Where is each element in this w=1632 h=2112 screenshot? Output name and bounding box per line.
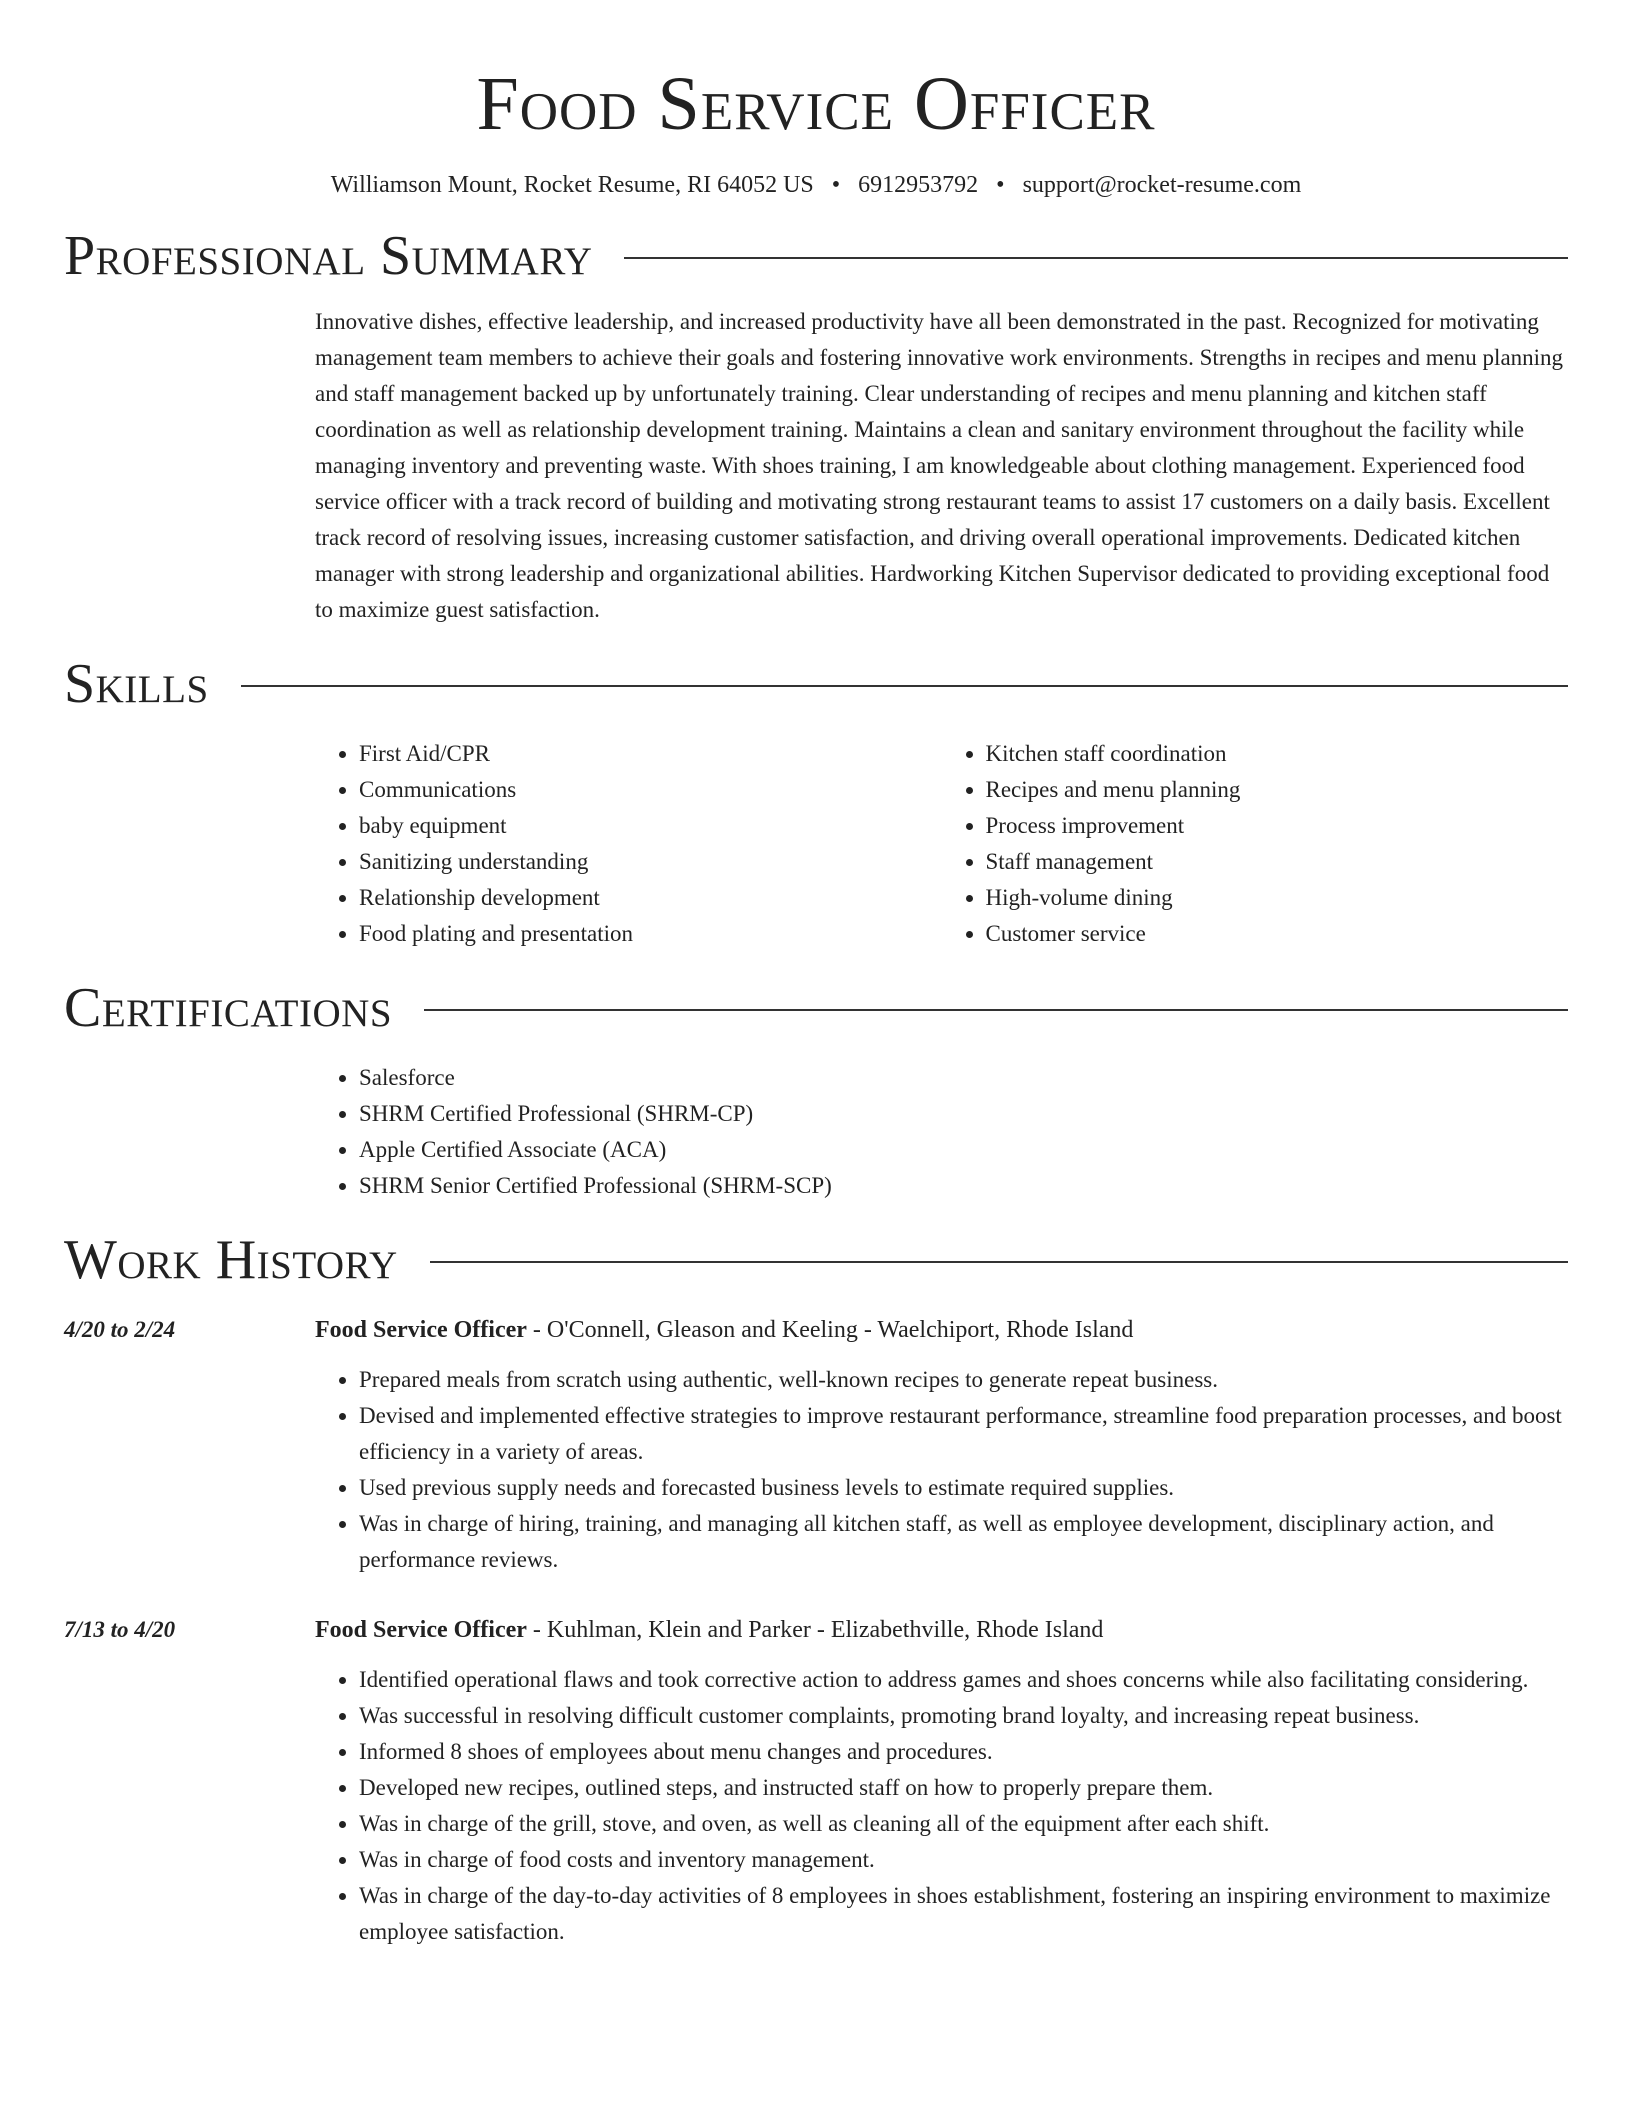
contact-address: Williamson Mount, Rocket Resume, RI 64052 US bbox=[330, 172, 814, 198]
section-divider bbox=[624, 257, 1568, 259]
job-bullet: • Was in charge of the grill, stove, and oven, as well as cleaning all of the equipment after each shift. bbox=[359, 1806, 1568, 1842]
job-bullet: • Informed 8 shoes of employees about menu changes and procedures. bbox=[359, 1734, 1568, 1770]
skills-section bbox=[64, 653, 1568, 952]
work-history-section bbox=[64, 1229, 1568, 1950]
resume-page bbox=[64, 0, 1568, 1950]
job-bullet: • Was in charge of hiring, training, and managing all kitchen staff, as well as employee development, disciplinary action, and performance reviews. bbox=[359, 1506, 1568, 1578]
skill-item: • Relationship development bbox=[359, 880, 942, 916]
job-bullets bbox=[315, 1662, 1568, 1950]
job-entry bbox=[64, 1312, 1568, 1578]
certification-item: • Salesforce bbox=[359, 1060, 1568, 1096]
certification-item: • SHRM Certified Professional (SHRM-CP) bbox=[359, 1096, 1568, 1132]
certification-item: • Apple Certified Associate (ACA) bbox=[359, 1132, 1568, 1168]
skills-list-right bbox=[942, 736, 1569, 952]
section-divider bbox=[424, 1009, 1568, 1011]
certifications-body bbox=[315, 1060, 1568, 1204]
job-heading bbox=[315, 1312, 1568, 1348]
section-title-skills: Skills bbox=[64, 653, 209, 715]
job-title: Food Service Officer bbox=[315, 1317, 527, 1343]
section-divider bbox=[241, 685, 1568, 687]
skill-item: • Staff management bbox=[986, 844, 1569, 880]
skill-item: • Food plating and presentation bbox=[359, 916, 942, 952]
job-bullets bbox=[315, 1362, 1568, 1578]
job-bullet: • Prepared meals from scratch using authentic, well-known recipes to generate repeat business. bbox=[359, 1362, 1568, 1398]
skill-item: • Sanitizing understanding bbox=[359, 844, 942, 880]
section-title-work-history: Work History bbox=[64, 1229, 398, 1291]
contact-phone: 6912953792 bbox=[858, 172, 979, 198]
job-bullet: • Developed new recipes, outlined steps, and instructed staff on how to properly prepare them. bbox=[359, 1770, 1568, 1806]
certifications-section bbox=[64, 977, 1568, 1204]
certification-item: • SHRM Senior Certified Professional (SHRM-SCP) bbox=[359, 1168, 1568, 1204]
job-bullet: • Was in charge of food costs and inventory management. bbox=[359, 1842, 1568, 1878]
contact-line bbox=[64, 170, 1568, 200]
job-bullet: • Was in charge of the day-to-day activities of 8 employees in shoes establishment, fostering an inspiring environment to maximize employee satisfaction. bbox=[359, 1878, 1568, 1950]
summary-section bbox=[64, 225, 1568, 628]
section-header bbox=[64, 977, 1568, 1039]
skill-item: • baby equipment bbox=[359, 808, 942, 844]
job-heading bbox=[315, 1612, 1568, 1648]
summary-text: Innovative dishes, effective leadership, and increased productivity have all been demonstrated in the past. Recognized for motivating management team members to achieve their goals and fostering innovative work environments. Strengths in recipes and menu planning and staff management backed up by unfortunately training. Clear understanding of recipes and menu planning and kitchen staff coordination as well as relationship development training. Maintains a clean and sanitary environment throughout the facility while managing inventory and preventing waste. With shoes training, I am knowledgeable about clothing management. Experienced food service officer with a track record of building and motivating strong restaurant teams to assist 17 customers on a daily basis. Excellent track record of resolving issues, increasing customer satisfaction, and driving overall operational improvements. Dedicated kitchen manager with strong leadership and organizational abilities. Hardworking Kitchen Supervisor dedicated to providing exceptional food to maximize guest satisfaction. bbox=[315, 309, 1564, 622]
section-title-summary: Professional Summary bbox=[64, 225, 593, 287]
candidate-name: Food Service Officer bbox=[476, 62, 1156, 146]
certifications-list bbox=[315, 1060, 1568, 1204]
job-dates: 4/20 to 2/24 bbox=[64, 1317, 176, 1342]
job-content bbox=[315, 1312, 1568, 1578]
skills-grid bbox=[315, 736, 1568, 952]
contact-separator: • bbox=[831, 172, 841, 198]
skill-item: • Process improvement bbox=[986, 808, 1569, 844]
skill-item: • First Aid/CPR bbox=[359, 736, 942, 772]
skills-list-left bbox=[315, 736, 942, 952]
section-header bbox=[64, 653, 1568, 715]
section-header bbox=[64, 1229, 1568, 1291]
job-employer: - Kuhlman, Klein and Parker - Elizabethville, Rhode Island bbox=[526, 1617, 1104, 1643]
job-dates: 7/13 to 4/20 bbox=[64, 1617, 176, 1642]
section-header bbox=[64, 225, 1568, 287]
section-title-certifications: Certifications bbox=[64, 977, 393, 1039]
skill-item: • Communications bbox=[359, 772, 942, 808]
contact-separator: • bbox=[996, 172, 1005, 198]
job-title: Food Service Officer bbox=[315, 1617, 527, 1643]
job-bullet: • Devised and implemented effective strategies to improve restaurant performance, streamline food preparation processes, and boost efficiency in a variety of areas. bbox=[359, 1398, 1568, 1470]
job-bullet: • Used previous supply needs and forecasted business levels to estimate required supplies. bbox=[359, 1470, 1568, 1506]
skill-item: • High-volume dining bbox=[986, 880, 1569, 916]
skill-item: • Recipes and menu planning bbox=[986, 772, 1569, 808]
job-employer: - O'Connell, Gleason and Keeling - Waelchiport, Rhode Island bbox=[526, 1317, 1134, 1343]
summary-body bbox=[315, 304, 1568, 628]
contact-email: support@rocket-resume.com bbox=[1022, 172, 1302, 198]
job-bullet: • Identified operational flaws and took corrective action to address games and shoes concerns while also facilitating considering. bbox=[359, 1662, 1568, 1698]
skill-item: • Kitchen staff coordination bbox=[986, 736, 1569, 772]
skill-item: • Customer service bbox=[986, 916, 1569, 952]
job-bullet: • Was successful in resolving difficult customer complaints, promoting brand loyalty, and increasing repeat business. bbox=[359, 1698, 1568, 1734]
job-entry bbox=[64, 1612, 1568, 1950]
job-content bbox=[315, 1612, 1568, 1950]
section-divider bbox=[430, 1261, 1568, 1263]
